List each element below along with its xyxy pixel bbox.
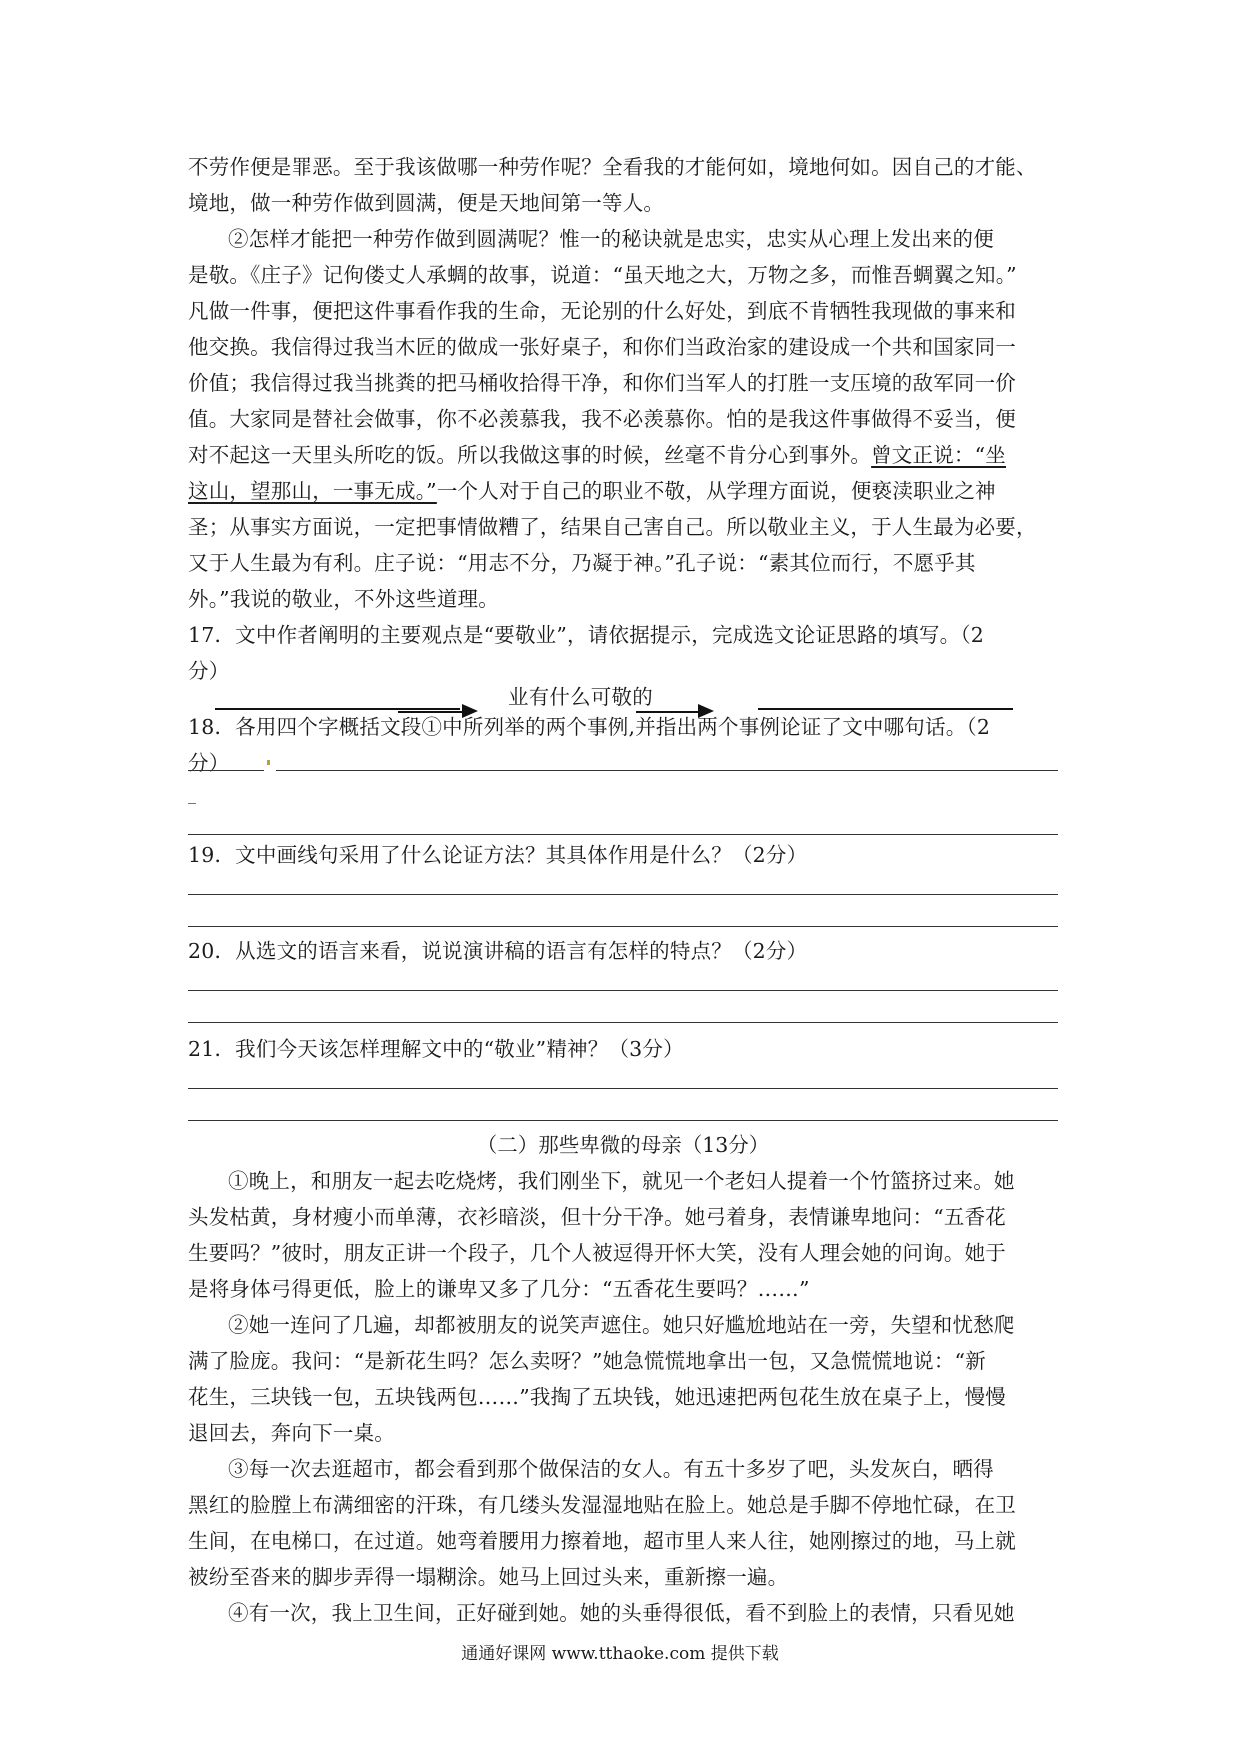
question-17-cont: 分） [188,659,230,683]
passage1-line-3: ②怎样才能把一种劳作做到圆满呢？惟一的秘诀就是忠实，忠实从心理上发出来的便 [228,227,994,251]
passage2-line-8: 退回去，奔向下一桌。 [188,1421,395,1445]
passage2-line-4: 是将身体弓得更低，脸上的谦卑又多了几分：“五香花生要吗？……” [188,1277,810,1301]
passage2-line-13: ④有一次，我上卫生间，正好碰到她。她的头垂得很低，看不到脸上的表情，只看见她 [228,1601,1015,1625]
question-20: 20．从选文的语言来看，说说演讲稿的语言有怎样的特点？（2分） [188,939,808,963]
underlined-sentence-part-2: 这山，望那山，一事无成。” [188,479,437,503]
stray-underscore: _ [188,785,197,804]
underlined-sentence-part-1: 曾文正说：“坐 [871,443,1006,467]
answer-blank-18b[interactable] [276,770,1058,771]
passage1-line-2: 境地，做一种劳作做到圆满，便是天地间第一等人。 [188,191,665,215]
passage2-line-3: 生要吗？”彼时，朋友正讲一个段子，几个人被逗得开怀大笑，没有人理会她的问询。她于 [188,1241,1006,1265]
passage2-line-7: 花生，三块钱一包，五块钱两包……”我掏了五块钱，她迅速把两包花生放在桌子上，慢慢 [188,1385,1006,1409]
answer-line-19b[interactable] [188,926,1058,927]
passage1-line-9-text: 对不起这一天里头所吃的饭。所以我做这事的时候，丝毫不肯分心到事外。 [188,443,872,467]
passage1-line-10-text: 一个人对于自己的职业不敬，从学理方面说，便亵渎职业之神 [436,479,996,503]
passage1-line-6: 他交换。我信得过我当木匠的做成一张好桌子，和你们当政治家的建设成一个共和国家同一 [188,335,1016,359]
answer-line-19a[interactable] [188,894,1058,895]
passage2-line-10: 黑红的脸膛上布满细密的汗珠，有几缕头发湿湿地贴在脸上。她总是手脚不停地忙碌，在卫 [188,1493,1016,1517]
answer-blank-18a[interactable] [188,770,264,771]
question-18: 18．各用四个字概括文段①中所列举的两个事例,并指出两个事例论证了文中哪句话。（2 [188,715,991,739]
passage1-line-4: 是敬。《庄子》记佝偻丈人承蜩的故事，说道：“虽天地之大，万物之多，而惟吾蜩翼之知。” [188,263,1017,287]
passage1-line-12: 又于人生最为有利。庄子说：“用志不分，乃凝于神。”孔子说：“素其位而行，不愿乎其 [188,551,976,575]
passage1-line-10 [188,474,1058,508]
passage1-line-13: 外。”我说的敬业，不外这些道理。 [188,587,499,611]
question-18-cont: 分） [188,751,230,775]
question-19: 19．文中画线句采用了什么论证方法？其具体作用是什么？（2分） [188,843,808,867]
passage2-line-6: 满了脸庞。我问：“是新花生吗？怎么卖呀？”她急慌慌地拿出一包，又急慌慌地说：“新 [188,1349,986,1373]
passage1-line-8: 值。大家同是替社会做事，你不必羡慕我，我不必羡慕你。怕的是我这件事做得不妥当，便 [188,407,1016,431]
answer-line-18c[interactable] [188,834,1058,835]
answer-line-20b[interactable] [188,1022,1058,1023]
answer-separator-mark [267,760,270,765]
passage1-line-7: 价值；我信得过我当挑粪的把马桶收拾得干净，和你们当军人的打胜一支压境的敌军同一价 [188,371,1016,395]
passage1-line-9 [188,438,1058,472]
passage1-line-1: 不劳作便是罪恶。至于我该做哪一种劳作呢？全看我的才能何如，境地何如。因自己的才能、 [188,155,1037,179]
passage2-line-2: 头发枯黄，身材瘦小而单薄，衣衫暗淡，但十分干净。她弓着身，表情谦卑地问：“五香花 [188,1205,1006,1229]
passage2-line-12: 被纷至沓来的脚步弄得一塌糊涂。她马上回过头来，重新擦一遍。 [188,1565,789,1589]
passage1-line-11: 圣；从事实方面说，一定把事情做糟了，结果自己害自己。所以敬业主义，于人生最为必要， [188,515,1037,539]
passage2-line-9: ③每一次去逛超市，都会看到那个做保洁的女人。有五十多岁了吧，头发灰白，晒得 [228,1457,994,1481]
passage2-line-11: 生间，在电梯口，在过道。她弯着腰用力擦着地，超市里人来人往，她刚擦过的地，马上就 [188,1529,1016,1553]
flow-middle-text: 业有什么可敬的 [508,685,653,709]
answer-line-20a[interactable] [188,990,1058,991]
answer-line-21b[interactable] [188,1120,1058,1121]
passage2-line-1: ①晚上，和朋友一起去吃烧烤，我们刚坐下，就见一个老妇人提着一个竹篮挤过来。她 [228,1169,1015,1193]
page-footer: 通通好课网 www.tthaoke.com 提供下载 [461,1644,779,1664]
question-21: 21．我们今天该怎样理解文中的“敬业”精神？（3分） [188,1037,684,1061]
passage2-line-5: ②她一连问了几遍，却都被朋友的说笑声遮住。她只好尴尬地站在一旁，失望和忧愁爬 [228,1313,1015,1337]
question-17: 17．文中作者阐明的主要观点是“要敬业”，请依据提示，完成选文论证思路的填写。（2 [188,623,985,647]
answer-line-21a[interactable] [188,1088,1058,1089]
passage2-title: （二）那些卑微的母亲（13分） [476,1133,770,1157]
passage1-line-5: 凡做一件事，便把这件事看作我的生命，无论别的什么好处，到底不肯牺牲我现做的事来和 [188,299,1016,323]
